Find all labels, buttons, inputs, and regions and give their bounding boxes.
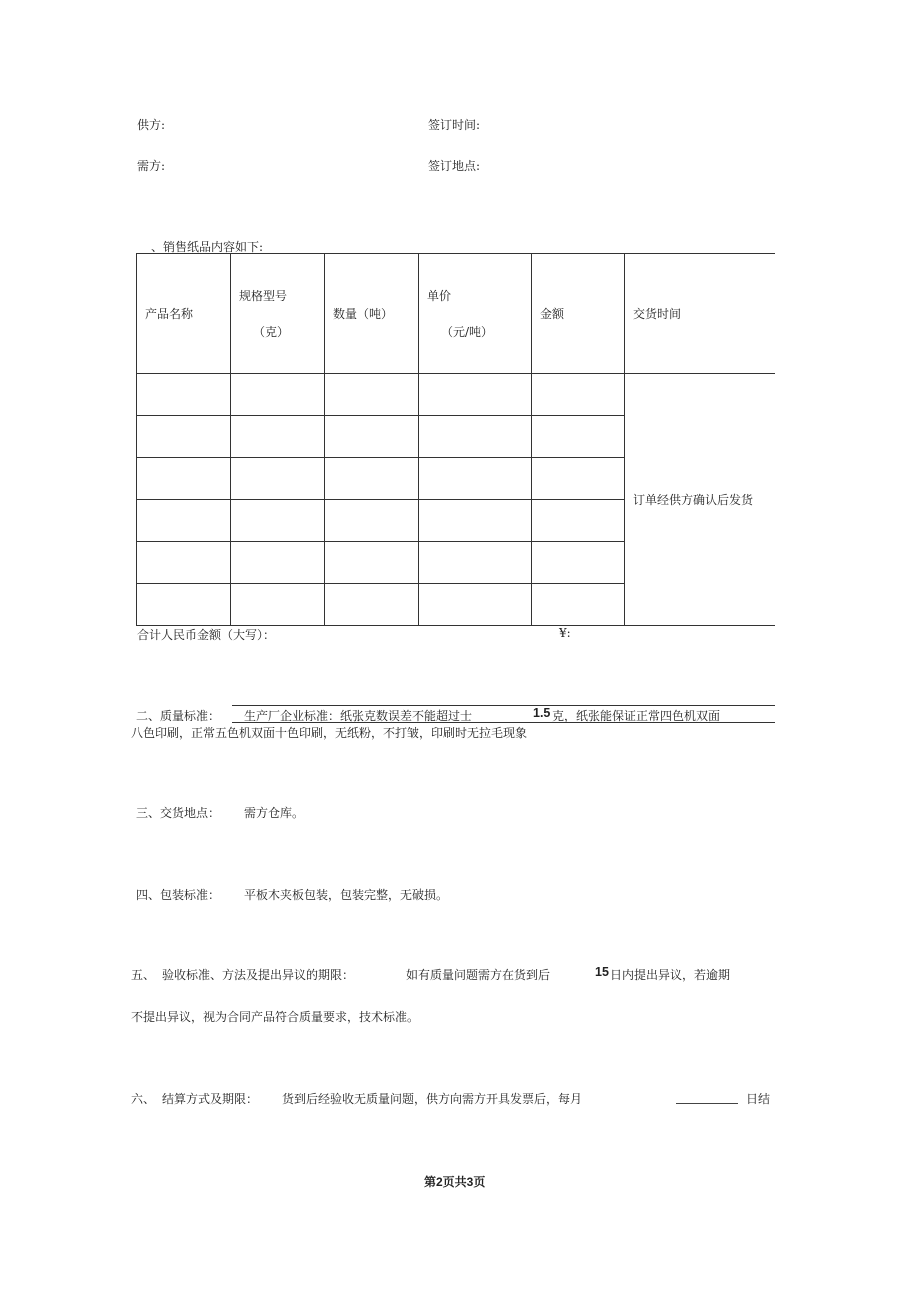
- cell-price[interactable]: [419, 416, 532, 458]
- sign-place-label: 签订地点:: [428, 159, 481, 173]
- cell-spec[interactable]: [231, 500, 325, 542]
- sign-time-label: 签订时间:: [428, 118, 481, 132]
- table-row: [137, 374, 775, 416]
- cell-amount[interactable]: [532, 500, 625, 542]
- col-amount: 金额: [532, 254, 625, 374]
- col-unit-price: [419, 254, 532, 374]
- settlement-day-blank[interactable]: [676, 1103, 738, 1104]
- col-spec: [231, 254, 325, 374]
- cell-qty[interactable]: [325, 416, 419, 458]
- cell-spec[interactable]: [231, 542, 325, 584]
- cell-price[interactable]: [419, 500, 532, 542]
- col-spec-line2: （克）: [253, 325, 290, 339]
- section4-text: 平板木夹板包装，包装完整，无破损。: [244, 888, 449, 902]
- section2-label: 二、质量标准：: [136, 709, 221, 723]
- cell-amount[interactable]: [532, 542, 625, 584]
- product-table: [136, 253, 775, 626]
- cell-name[interactable]: [137, 374, 231, 416]
- cell-price[interactable]: [419, 458, 532, 500]
- page-number: 第2页共3页: [424, 1175, 486, 1189]
- section2-tolerance: 1.5: [533, 706, 551, 720]
- supplier-label: 供方:: [137, 118, 166, 132]
- section5-line2: 不提出异议，视为合同产品符合质量要求，技术标准。: [131, 1010, 420, 1024]
- col-price-line1: 单价: [427, 289, 452, 303]
- section3-label: 三、交货地点：: [136, 806, 221, 820]
- section6-label: 结算方式及期限：: [162, 1092, 259, 1106]
- col-spec-line1: 规格型号: [239, 289, 288, 303]
- section4-label: 四、包装标准：: [136, 888, 221, 902]
- cell-amount[interactable]: [532, 416, 625, 458]
- cell-spec[interactable]: [231, 416, 325, 458]
- section2-text-b: 克，纸张能保证正常四色机双面: [552, 709, 721, 723]
- section5-days: 15: [595, 965, 609, 979]
- yen-label: ¥:: [559, 626, 571, 640]
- cell-name[interactable]: [137, 500, 231, 542]
- cell-name[interactable]: [137, 458, 231, 500]
- cell-spec[interactable]: [231, 584, 325, 626]
- quality-underline-top: [232, 705, 775, 706]
- section5-text-b: 日内提出异议，若逾期: [610, 968, 731, 982]
- total-amount-label: 合计人民币金额（大写）：: [137, 628, 276, 642]
- cell-name[interactable]: [137, 542, 231, 584]
- section3-text: 需方仓库。: [244, 806, 305, 820]
- col-quantity: 数量（吨）: [325, 254, 419, 374]
- cell-price[interactable]: [419, 542, 532, 584]
- cell-amount[interactable]: [532, 584, 625, 626]
- cell-qty[interactable]: [325, 500, 419, 542]
- section2-text-a: 生产厂企业标准：纸张克数误差不能超过士: [244, 709, 473, 723]
- cell-spec[interactable]: [231, 458, 325, 500]
- section6-text: 货到后经验收无质量问题，供方向需方开具发票后，每月: [282, 1092, 583, 1106]
- section5-text-a: 如有质量问题需方在货到后: [406, 968, 551, 982]
- cell-price[interactable]: [419, 374, 532, 416]
- section5-number: 五、: [131, 968, 156, 982]
- cell-price[interactable]: [419, 584, 532, 626]
- section6-number: 六、: [131, 1092, 156, 1106]
- delivery-note: 订单经供方确认后发货: [625, 374, 775, 626]
- cell-qty[interactable]: [325, 542, 419, 584]
- cell-qty[interactable]: [325, 458, 419, 500]
- col-product-name: 产品名称: [137, 254, 231, 374]
- quality-underline-bottom: [232, 722, 775, 723]
- cell-amount[interactable]: [532, 458, 625, 500]
- cell-amount[interactable]: [532, 374, 625, 416]
- col-price-line2: （元/吨）: [441, 325, 494, 339]
- section6-suffix: 日结: [746, 1092, 771, 1106]
- table-header-row: [137, 254, 775, 374]
- col-delivery-time: 交货时间: [625, 254, 775, 374]
- section1-intro: 、销售纸品内容如下:: [151, 240, 264, 254]
- cell-spec[interactable]: [231, 374, 325, 416]
- cell-qty[interactable]: [325, 374, 419, 416]
- cell-qty[interactable]: [325, 584, 419, 626]
- buyer-label: 需方:: [137, 159, 166, 173]
- cell-name[interactable]: [137, 416, 231, 458]
- cell-name[interactable]: [137, 584, 231, 626]
- section5-label: 验收标准、方法及提出异议的期限：: [162, 968, 355, 982]
- section2-line2: 八色印刷，正常五色机双面十色印刷，无纸粉，不打皱，印刷时无拉毛现象: [131, 726, 528, 740]
